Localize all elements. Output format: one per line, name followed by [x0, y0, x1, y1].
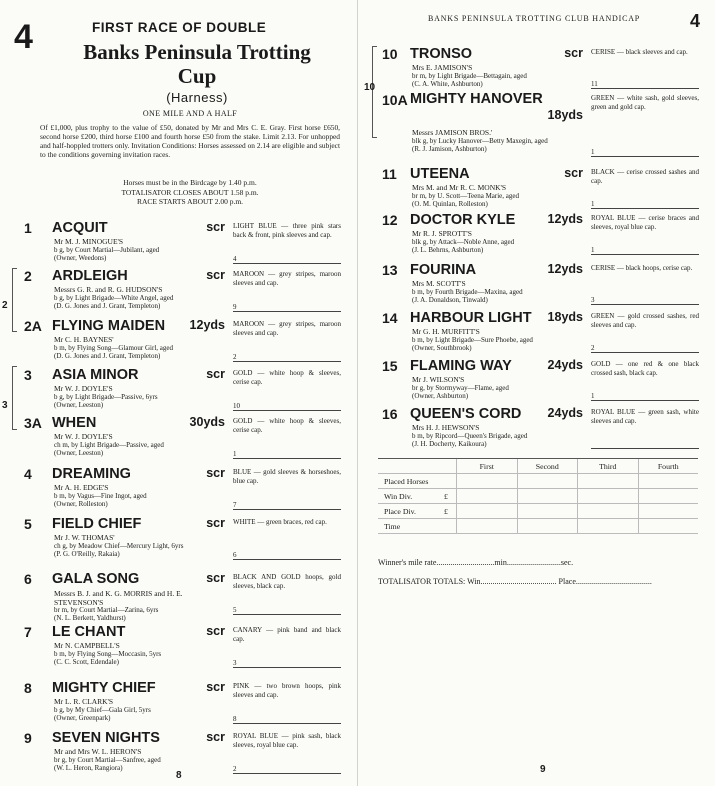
racing-colours: MAROON — grey stripes, maroon sleeves and cap.: [233, 270, 341, 287]
barrier-draw: 4: [233, 255, 237, 263]
barrier-draw-field[interactable]: [233, 606, 341, 615]
owner: Mr M. J. MINOGUE'S: [54, 237, 124, 246]
handicap: scr: [206, 730, 225, 744]
barrier-draw-field[interactable]: [233, 303, 341, 312]
barrier-draw-field[interactable]: [591, 392, 699, 401]
trainer: (D. G. Jones and J. Grant, Templeton): [54, 352, 161, 360]
owner: Mr W. J. DOYLE'S: [54, 384, 113, 393]
race-title-line1: Banks Peninsula Trotting: [83, 40, 311, 64]
race-harness: (Harness): [166, 90, 228, 105]
entry-14: [358, 310, 715, 362]
trainer: (Owner, Leeston): [54, 401, 104, 409]
breeding: br m, by Light Brigade—Bettagain, aged: [412, 72, 527, 80]
entry-number: 4: [24, 466, 32, 482]
handicap: scr: [206, 680, 225, 694]
results-cell[interactable]: [456, 519, 517, 533]
handicap: scr: [206, 516, 225, 530]
entry-number: 10A: [382, 92, 408, 108]
entry-number: 3: [24, 367, 32, 383]
entry-number: 10: [382, 46, 398, 62]
entry-number: 2A: [24, 318, 42, 334]
handicap: scr: [206, 466, 225, 480]
results-cell[interactable]: [517, 504, 578, 518]
handicap: 30yds: [189, 415, 225, 429]
barrier-draw: 1: [591, 200, 595, 208]
barrier-draw: 3: [591, 296, 595, 304]
handicap: scr: [564, 166, 583, 180]
racing-colours: GOLD — white hoop & sleeves, cerise cap.: [233, 417, 341, 434]
race-title-line2: Cup: [177, 64, 217, 88]
entry-12: [358, 212, 715, 264]
results-row-label: Win Div.: [384, 491, 413, 501]
right-race-number: 4: [690, 11, 701, 31]
horse-name: ARDLEIGH: [52, 268, 128, 284]
owner: Mr N. CAMPBELL'S: [54, 641, 120, 650]
winners-mile-rate[interactable]: Winner's mile rate.............................min...........................sec.: [378, 558, 574, 567]
racing-colours: GREEN — white sash, gold sleeves, green and gold cap.: [591, 94, 699, 111]
results-row[interactable]: [378, 489, 698, 504]
barrier-draw: [591, 440, 593, 448]
entry-3a: [0, 415, 357, 467]
entry-number: 8: [24, 680, 32, 696]
results-header-second: Second: [517, 459, 578, 473]
owner: Mr C. H. BAYNES': [54, 335, 114, 344]
horse-name: FOURINA: [410, 262, 477, 278]
barrier-draw-field[interactable]: [233, 450, 341, 459]
entry-6: [0, 571, 357, 623]
barrier-draw: 8: [233, 715, 237, 723]
trainer: (J. A. Donaldson, Tinwald): [412, 296, 488, 304]
barrier-draw-field[interactable]: [591, 246, 699, 255]
owner: Mr J. W. THOMAS': [54, 533, 115, 542]
horse-name: LE CHANT: [52, 624, 126, 640]
barrier-draw: 1: [591, 392, 595, 400]
results-row[interactable]: [378, 519, 698, 534]
bracket-mark: 2: [2, 300, 8, 311]
race-number: 4: [14, 18, 33, 56]
trainer: (Owner, Southbrook): [412, 344, 472, 352]
results-cell[interactable]: [577, 519, 638, 533]
entry-11: [358, 166, 715, 218]
barrier-draw-field[interactable]: [591, 200, 699, 209]
horse-name: MIGHTY HANOVER: [410, 91, 543, 107]
entry-number: 6: [24, 571, 32, 587]
results-cell[interactable]: [456, 489, 517, 503]
breeding: b m, by Fourth Brigade—Maxina, aged: [412, 288, 523, 296]
handicap: 24yds: [547, 406, 583, 420]
results-cell[interactable]: [577, 474, 638, 488]
owner: Mrs M. SCOTT'S: [412, 279, 466, 288]
trainer: (Owner, Weedons): [54, 254, 107, 262]
barrier-draw: 1: [591, 246, 595, 254]
racing-colours: ROYAL BLUE — cerise braces and sleeves, royal blue cap.: [591, 214, 699, 231]
barrier-draw-field[interactable]: [233, 659, 341, 668]
results-cell[interactable]: [638, 519, 699, 533]
racing-colours: ROYAL BLUE — pink sash, black sleeves, royal blue cap.: [233, 732, 341, 749]
trainer: (Owner, Leeston): [54, 449, 104, 457]
race-subheading: FIRST RACE OF DOUBLE: [92, 20, 267, 35]
racing-colours: CERISE — black sleeves and cap.: [591, 48, 688, 56]
results-row-label: Place Div.: [384, 506, 416, 516]
entry-16: [358, 406, 715, 458]
entry-number: 11: [382, 166, 397, 182]
breeding: b m, by Flying Song—Glamour Girl, aged: [54, 344, 173, 352]
results-row-pound: £: [444, 491, 448, 501]
results-cell[interactable]: [517, 519, 578, 533]
entry-number: 14: [382, 310, 398, 326]
breeding: br g, by Stormyway—Flame, aged: [412, 384, 509, 392]
handicap: scr: [206, 268, 225, 282]
barrier-draw-field[interactable]: [591, 148, 699, 157]
barrier-draw: 7: [233, 501, 237, 509]
results-row-label: Placed Horses: [384, 476, 429, 486]
horse-name: SEVEN NIGHTS: [52, 730, 160, 746]
trainer: (C. A. White, Ashburton): [412, 80, 483, 88]
results-header-first: First: [456, 459, 517, 473]
results-cell[interactable]: [577, 489, 638, 503]
horse-name: MIGHTY CHIEF: [52, 680, 156, 696]
trainer: (C. C. Scott, Edendale): [54, 658, 119, 666]
entry-number: 15: [382, 358, 398, 374]
handicap: 18yds: [547, 108, 583, 122]
barrier-draw-field[interactable]: [233, 715, 341, 724]
entry-4: [0, 466, 357, 518]
bracket-mark: 10: [364, 82, 376, 93]
racing-colours: WHITE — green braces, red cap.: [233, 518, 327, 526]
owner: Mr J. WILSON'S: [412, 375, 465, 384]
entry-1: [0, 220, 357, 272]
breeding: ch m, by Light Brigade—Passive, aged: [54, 441, 164, 449]
trainer: (N. L. Berkett, Yaldhurst): [54, 614, 126, 622]
handicap: scr: [564, 46, 583, 60]
handicap: scr: [206, 220, 225, 234]
trainer: (W. L. Heron, Rangiora): [54, 764, 123, 772]
owner: Messrs G. R. and R. G. HUDSON'S: [54, 285, 163, 294]
trainer: (Owner, Greenpark): [54, 714, 111, 722]
results-header-fourth: Fourth: [638, 459, 699, 473]
horse-name: DOCTOR KYLE: [410, 212, 516, 228]
owner: Messrs B. J. and K. G. MORRIS and H. E. STEVENSON'S: [54, 589, 183, 607]
horse-name: ACQUIT: [52, 220, 108, 236]
tote-closes-time: TOTALISATOR CLOSES ABOUT 1.58 p.m.: [121, 187, 259, 197]
breeding: b g, by Light Brigade—White Angel, aged: [54, 294, 174, 302]
horse-name: FLYING MAIDEN: [52, 318, 166, 334]
entry-number: 9: [24, 730, 32, 746]
results-cell[interactable]: [517, 489, 578, 503]
barrier-draw: 10: [233, 402, 240, 410]
results-cell[interactable]: [577, 504, 638, 518]
barrier-draw: 1: [233, 450, 237, 458]
breeding: br g, by Court Martial—Sanfree, aged: [54, 756, 161, 764]
entry-8: [0, 680, 357, 732]
entry-number: 13: [382, 262, 398, 278]
owner: Mrs E. JAMISON'S: [412, 63, 473, 72]
breeding: ch g, by Meadow Chief—Mercury Light, 6yrs: [54, 542, 184, 550]
entry-number: 12: [382, 212, 398, 228]
handicap: 24yds: [547, 358, 583, 372]
trainer: (D. G. Jones and J. Grant, Templeton): [54, 302, 161, 310]
results-row[interactable]: [378, 474, 698, 489]
results-cell[interactable]: [517, 474, 578, 488]
owner: Mr W. J. DOYLE'S: [54, 432, 113, 441]
racing-colours: GREEN — gold crossed sashes, red sleeves and cap.: [591, 312, 699, 329]
racing-colours: BLACK AND GOLD hoops, gold sleeves, black cap.: [233, 573, 341, 590]
trainer: (Owner, Rolleston): [54, 500, 108, 508]
barrier-draw-field[interactable]: [233, 353, 341, 362]
owner: Mrs M. and Mr R. C. MONK'S: [412, 183, 507, 192]
racing-colours: GOLD — white hoop & sleeves, cerise cap.: [233, 369, 341, 386]
running-header: BANKS PENINSULA TROTTING CLUB HANDICAP: [428, 14, 641, 23]
entry-number: 2: [24, 268, 32, 284]
horse-name: FLAMING WAY: [410, 358, 512, 374]
results-table: [378, 458, 698, 534]
barrier-draw: 9: [233, 303, 237, 311]
breeding: b m, by Light Brigade—Sure Phoebe, aged: [412, 336, 533, 344]
owner: Messrs JAMISON BROS.': [412, 128, 493, 137]
barrier-draw-field[interactable]: [233, 765, 341, 774]
horse-name: FIELD CHIEF: [52, 516, 142, 532]
racing-colours: PINK — two brown hoops, pink sleeves and cap.: [233, 682, 341, 699]
horse-name: DREAMING: [52, 466, 131, 482]
barrier-draw: 2: [233, 353, 237, 361]
handicap: 12yds: [547, 212, 583, 226]
entry-2a: [0, 318, 357, 370]
horse-name: QUEEN'S CORD: [410, 406, 522, 422]
page-footer-number: 8: [176, 770, 182, 781]
breeding: b m, by Vagus—Fine Ingot, aged: [54, 492, 147, 500]
entry-3: [0, 367, 357, 419]
bracket-mark: 3: [2, 400, 8, 411]
page-footer-number: 9: [540, 764, 546, 775]
racing-colours: BLACK — cerise crossed sashes and cap.: [591, 168, 699, 185]
handicap: scr: [206, 571, 225, 585]
breeding: b g, by Light Brigade—Passive, 6yrs: [54, 393, 158, 401]
horse-name: TRONSO: [410, 46, 473, 62]
results-row[interactable]: [378, 504, 698, 519]
racing-colours: ROYAL BLUE — green sash, white sleeves and cap.: [591, 408, 699, 425]
breeding: br m, by U. Scott—Teena Marie, aged: [412, 192, 520, 200]
handicap: 12yds: [547, 262, 583, 276]
trainer: (J. L. Behrns, Ashburton): [412, 246, 484, 254]
barrier-draw-field[interactable]: [233, 501, 341, 510]
handicap: 12yds: [189, 318, 225, 332]
owner: Mr A. H. EDGE'S: [54, 483, 109, 492]
horse-name: WHEN: [52, 415, 97, 431]
entry-15: [358, 358, 715, 410]
barrier-draw: 1: [591, 148, 595, 156]
trainer: (R. J. Jamison, Ashburton): [412, 145, 487, 153]
results-row-pound: £: [444, 506, 448, 516]
results-cell[interactable]: [638, 504, 699, 518]
entry-number: 7: [24, 624, 32, 640]
barrier-draw: 3: [233, 659, 237, 667]
totalisator-totals[interactable]: TOTALISATOR TOTALS: Win...................................... Place......................................: [378, 577, 652, 586]
entry-2: [0, 268, 357, 320]
results-header-row: [378, 459, 698, 474]
trainer: (Owner, Ashburton): [412, 392, 469, 400]
breeding: b g, by Court Martial—Jubilant, aged: [54, 246, 160, 254]
breeding: blk g, by Attack—Noble Anne, aged: [412, 238, 515, 246]
handicap: scr: [206, 367, 225, 381]
owner: Mr L. R. CLARK'S: [54, 697, 114, 706]
entry-5: [0, 516, 357, 568]
barrier-draw: 2: [233, 765, 237, 773]
owner: Mr R. J. SPROTT'S: [412, 229, 472, 238]
horse-name: UTEENA: [410, 166, 470, 182]
barrier-draw: 6: [233, 551, 237, 559]
horse-name: GALA SONG: [52, 571, 140, 587]
breeding: b m, by Flying Song—Moccasin, 5yrs: [54, 650, 162, 658]
racing-colours: LIGHT BLUE — three pink stars back & front, pink sleeves and cap.: [233, 222, 341, 239]
breeding: br m, by Court Martial—Zarina, 6yrs: [54, 606, 159, 614]
barrier-draw-field[interactable]: [233, 255, 341, 264]
racing-colours: GOLD — one red & one black crossed sash, black cap.: [591, 360, 699, 377]
race-times: [40, 178, 340, 207]
racing-colours: MAROON — grey stripes, maroon sleeves and cap.: [233, 320, 341, 337]
barrier-draw: 2: [591, 344, 595, 352]
race-distance: ONE MILE AND A HALF: [142, 109, 238, 118]
results-cell[interactable]: [638, 489, 699, 503]
results-cell[interactable]: [456, 504, 517, 518]
race-conditions: Of £1,000, plus trophy to the value of £50, donated by Mr and Mrs C. E. Gray. First horse £650, second horse £200, third horse £100 and fourth horse £50 from the stake. Limit 2.13. For unhopped and half-hoppled trotters only. Invitation Conditions: Horses assessed on 2.14 are eligible and subject to the conditions governing invitation races.: [40, 123, 340, 159]
horse-name: HARBOUR LIGHT: [410, 310, 532, 326]
horse-name: ASIA MINOR: [52, 367, 139, 383]
barrier-draw: 5: [233, 606, 237, 614]
barrier-draw-field[interactable]: [233, 551, 341, 560]
entry-number: 3A: [24, 415, 42, 431]
barrier-draw-field[interactable]: [591, 344, 699, 353]
owner: Mrs H. J. HEWSON'S: [412, 423, 480, 432]
entry-10a: [358, 92, 715, 162]
breeding: b g, by My Chief—Gala Girl, 5yrs: [54, 706, 151, 714]
barrier-draw-field[interactable]: [591, 296, 699, 305]
trainer: (O. M. Quinlan, Rolleston): [412, 200, 488, 208]
results-cell[interactable]: [456, 474, 517, 488]
trainer: (J. H. Docherty, Kaikoura): [412, 440, 487, 448]
birdcage-time: Horses must be in the Birdcage by 1.40 p.m.: [123, 178, 257, 187]
handicap: scr: [206, 624, 225, 638]
left-page: [0, 0, 357, 786]
entry-number: 16: [382, 406, 398, 422]
breeding: blk g, by Lucky Hanover—Betty Maxegin, aged: [412, 137, 548, 145]
breeding: b m, by Ripcord—Queen's Brigade, aged: [412, 432, 528, 440]
barrier-draw: 11: [591, 80, 598, 88]
right-page: [358, 0, 715, 786]
entry-number: 5: [24, 516, 32, 532]
trainer: (P. G. O'Reilly, Rakaia): [54, 550, 120, 558]
race-start-time: RACE STARTS ABOUT 2.00 p.m.: [136, 197, 244, 206]
barrier-draw-field[interactable]: [591, 440, 699, 449]
handicap: 18yds: [547, 310, 583, 324]
entry-13: [358, 262, 715, 314]
owner: Mr G. H. MURFITT'S: [412, 327, 480, 336]
entry-7: [0, 624, 357, 676]
racing-colours: CANARY — pink band and black cap.: [233, 626, 341, 643]
results-cell[interactable]: [638, 474, 699, 488]
results-header-third: Third: [577, 459, 638, 473]
barrier-draw-field[interactable]: [233, 402, 341, 411]
racing-colours: CERISE — black hoops, cerise cap.: [591, 264, 693, 272]
racing-colours: BLUE — gold sleeves & horseshoes, blue cap.: [233, 468, 341, 485]
owner: Mr and Mrs W. L. HERON'S: [54, 747, 142, 756]
barrier-draw-field[interactable]: [591, 80, 699, 89]
results-row-label: Time: [384, 521, 401, 531]
entry-number: 1: [24, 220, 32, 236]
